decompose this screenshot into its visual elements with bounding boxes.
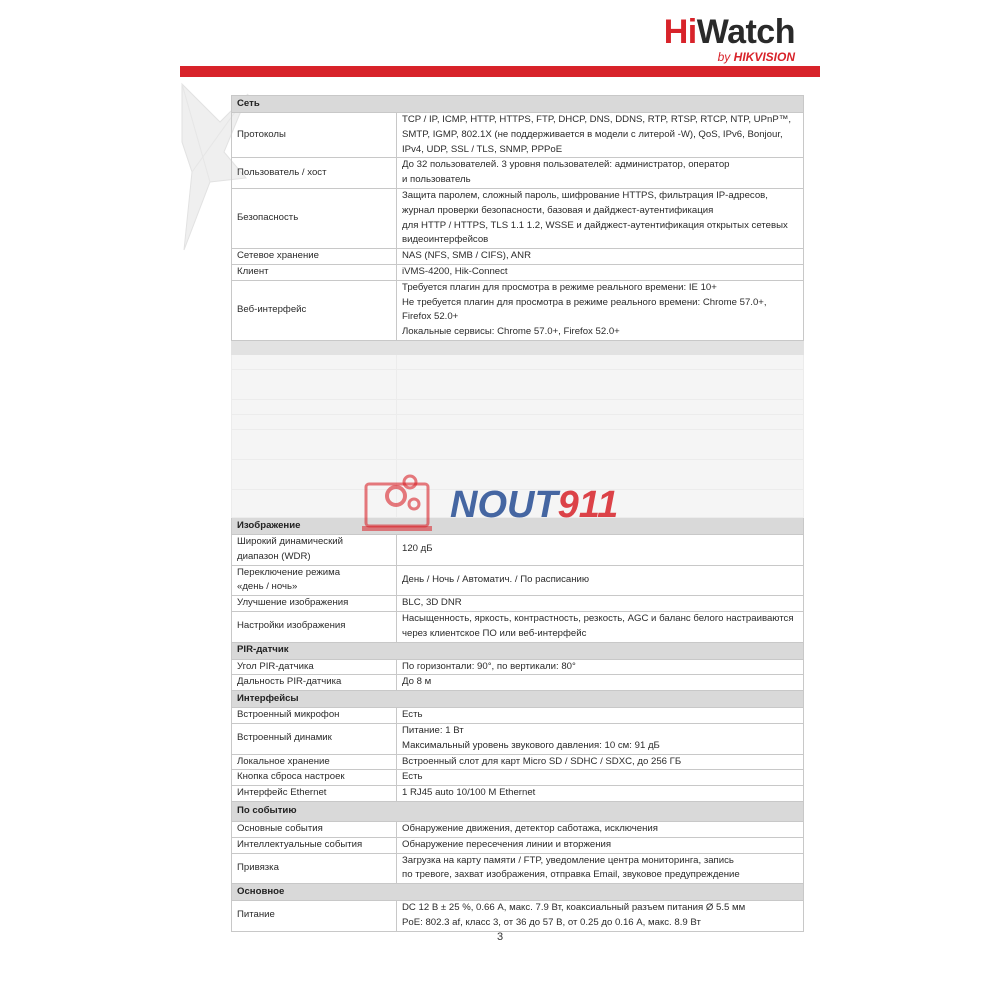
row-value — [397, 853, 804, 884]
row-label: Локальное хранение — [232, 754, 397, 770]
section-title: Интерфейсы — [232, 691, 804, 708]
row-label: Интерфейс Ethernet — [232, 786, 397, 802]
table-row — [232, 853, 804, 884]
watermark-text-red: 911 — [557, 484, 619, 526]
row-label: Сетевое хранение — [232, 249, 397, 265]
value-line: через клиентское ПО или веб-интерфейс — [402, 627, 587, 639]
label-line: Переключение режима — [237, 566, 341, 578]
row-value: По горизонтали: 90°, по вертикали: 80° — [397, 659, 804, 675]
logo-hi: Hi — [663, 13, 697, 51]
row-value: NAS (NFS, SMB / CIFS), ANR — [397, 249, 804, 265]
row-value: 120 дБ — [397, 534, 804, 565]
table-row — [232, 596, 804, 612]
section-title: Основное — [232, 884, 804, 901]
row-label: Питание — [232, 901, 397, 932]
row-label: Встроенный динамик — [232, 723, 397, 754]
label-line: диапазон (WDR) — [237, 550, 311, 562]
header-red-bar — [180, 66, 820, 77]
row-label: Интеллектуальные события — [232, 837, 397, 853]
section-general — [232, 884, 804, 901]
table-row — [232, 659, 804, 675]
blank-row — [232, 414, 804, 429]
row-value — [397, 611, 804, 642]
blank-row — [232, 354, 804, 369]
row-label: Протоколы — [232, 113, 397, 158]
table-row — [232, 708, 804, 724]
table-row — [232, 770, 804, 786]
value-line: До 32 пользователей. 3 уровня пользователей: администратор, оператор — [402, 159, 730, 171]
section-interfaces — [232, 691, 804, 708]
row-label: Угол PIR-датчика — [232, 659, 397, 675]
logo-wordmark — [664, 14, 795, 50]
section-network — [232, 96, 804, 113]
row-value — [397, 723, 804, 754]
section-title: PIR-датчик — [232, 642, 804, 659]
section-events — [232, 801, 804, 821]
value-line: Не требуется плагин для просмотра в режиме реального времени: Chrome 57.0+, — [402, 296, 767, 308]
row-label: Безопасность — [232, 188, 397, 248]
row-label — [232, 565, 397, 596]
value-line: видеоинтерфейсов — [402, 234, 489, 246]
table-row — [232, 901, 804, 932]
table-row — [232, 754, 804, 770]
row-value: 1 RJ45 auto 10/100 M Ethernet — [397, 786, 804, 802]
page-number: 3 — [496, 931, 504, 943]
logo-watch: Watch — [696, 13, 795, 51]
row-label: Основные события — [232, 821, 397, 837]
table-row — [232, 723, 804, 754]
section-title: Сеть — [232, 96, 804, 113]
table-row — [232, 280, 804, 340]
table-row — [232, 113, 804, 158]
value-line: и пользователь — [402, 174, 471, 186]
row-label: Улучшение изображения — [232, 596, 397, 612]
section-title: Изображение — [232, 517, 804, 534]
gear-laptop-icon — [362, 466, 442, 546]
blank-row — [232, 399, 804, 414]
table-row — [232, 786, 804, 802]
logo-by: by — [717, 50, 731, 64]
row-value: До 8 м — [397, 675, 804, 691]
table-row — [232, 158, 804, 189]
label-line: Широкий динамический — [237, 535, 343, 547]
row-value: iVMS-4200, Hik-Connect — [397, 264, 804, 280]
row-label: Встроенный микрофон — [232, 708, 397, 724]
row-label: Веб-интерфейс — [232, 280, 397, 340]
label-line: «день / ночь» — [237, 581, 298, 593]
table-row — [232, 565, 804, 596]
row-value: Обнаружение пересечения линии и вторжения — [397, 837, 804, 853]
watermark-text — [450, 484, 618, 527]
table-row — [232, 611, 804, 642]
watermark-text-blue: NOUT — [450, 484, 558, 526]
table-row — [232, 264, 804, 280]
row-value: Есть — [397, 708, 804, 724]
row-label: Дальность PIR-датчика — [232, 675, 397, 691]
row-label: Клиент — [232, 264, 397, 280]
row-value: Есть — [397, 770, 804, 786]
table-row — [232, 675, 804, 691]
value-line: журнал проверки безопасности, базовая и дайджест-аутентификация — [402, 204, 714, 216]
logo-brand: HIKVISION — [733, 50, 795, 64]
table-row — [232, 249, 804, 265]
value-line: Насыщенность, яркость, контрастность, резкость, AGC и баланс белого настраиваются — [402, 612, 794, 624]
nout911-watermark — [362, 466, 662, 546]
row-value: День / Ночь / Автоматич. / По расписанию — [397, 565, 804, 596]
row-label: Привязка — [232, 853, 397, 884]
value-line: Локальные сервисы: Chrome 57.0+, Firefox 52.0+ — [402, 326, 620, 338]
row-value — [397, 280, 804, 340]
value-line: по тревоге, захват изображения, отправка Email, звуковое предупреждение — [402, 869, 740, 881]
blank-row — [232, 340, 804, 354]
row-label: Настройки изображения — [232, 611, 397, 642]
row-label: Кнопка сброса настроек — [232, 770, 397, 786]
value-line: для HTTP / HTTPS, TLS 1.1 1.2, WSSE и дайджест-аутентификация открытых сетевых — [402, 219, 788, 231]
row-value: TCP / IP, ICMP, HTTP, HTTPS, FTP, DHCP, DNS, DDNS, RTP, RTSP, RTCP, NTP, UPnP™, SMTP, IGMP, 802.1X (не поддерживается в модели с литерой -W), QoS, IPv6, Bonjour, IPv4, UDP, SSL / TLS, SNMP, PPPoE — [397, 113, 804, 158]
hiwatch-logo — [664, 14, 795, 64]
row-value: Встроенный слот для карт Micro SD / SDHC / SDXC, до 256 ГБ — [397, 754, 804, 770]
value-line: DC 12 В ± 25 %, 0.66 А, макс. 7.9 Вт, коаксиальный разъем питания Ø 5.5 мм — [402, 902, 746, 914]
section-pir — [232, 642, 804, 659]
table-row — [232, 188, 804, 248]
value-line: PoE: 802.3 af, класс 3, от 36 до 57 В, от 0.25 до 0.16 А, макс. 8.9 Вт — [402, 916, 701, 928]
row-value — [397, 158, 804, 189]
blank-row — [232, 369, 804, 399]
row-value — [397, 901, 804, 932]
section-title: По событию — [232, 801, 804, 821]
row-value: Обнаружение движения, детектор саботажа, исключения — [397, 821, 804, 837]
value-line: Firefox 52.0+ — [402, 311, 459, 323]
logo-byline — [664, 50, 795, 64]
value-line: Максимальный уровень звукового давления: 10 см: 91 дБ — [402, 739, 660, 751]
value-line: Загрузка на карту памяти / FTP, уведомление центра мониторинга, запись — [402, 854, 734, 866]
value-line: Требуется плагин для просмотра в режиме реального времени: IE 10+ — [402, 281, 717, 293]
value-line: Питание: 1 Вт — [402, 724, 464, 736]
table-row — [232, 821, 804, 837]
row-value — [397, 188, 804, 248]
table-row — [232, 837, 804, 853]
value-line: Защита паролем, сложный пароль, шифрование HTTPS, фильтрация IP-адресов, — [402, 189, 768, 201]
row-label: Пользователь / хост — [232, 158, 397, 189]
blank-row — [232, 429, 804, 459]
row-value: BLC, 3D DNR — [397, 596, 804, 612]
